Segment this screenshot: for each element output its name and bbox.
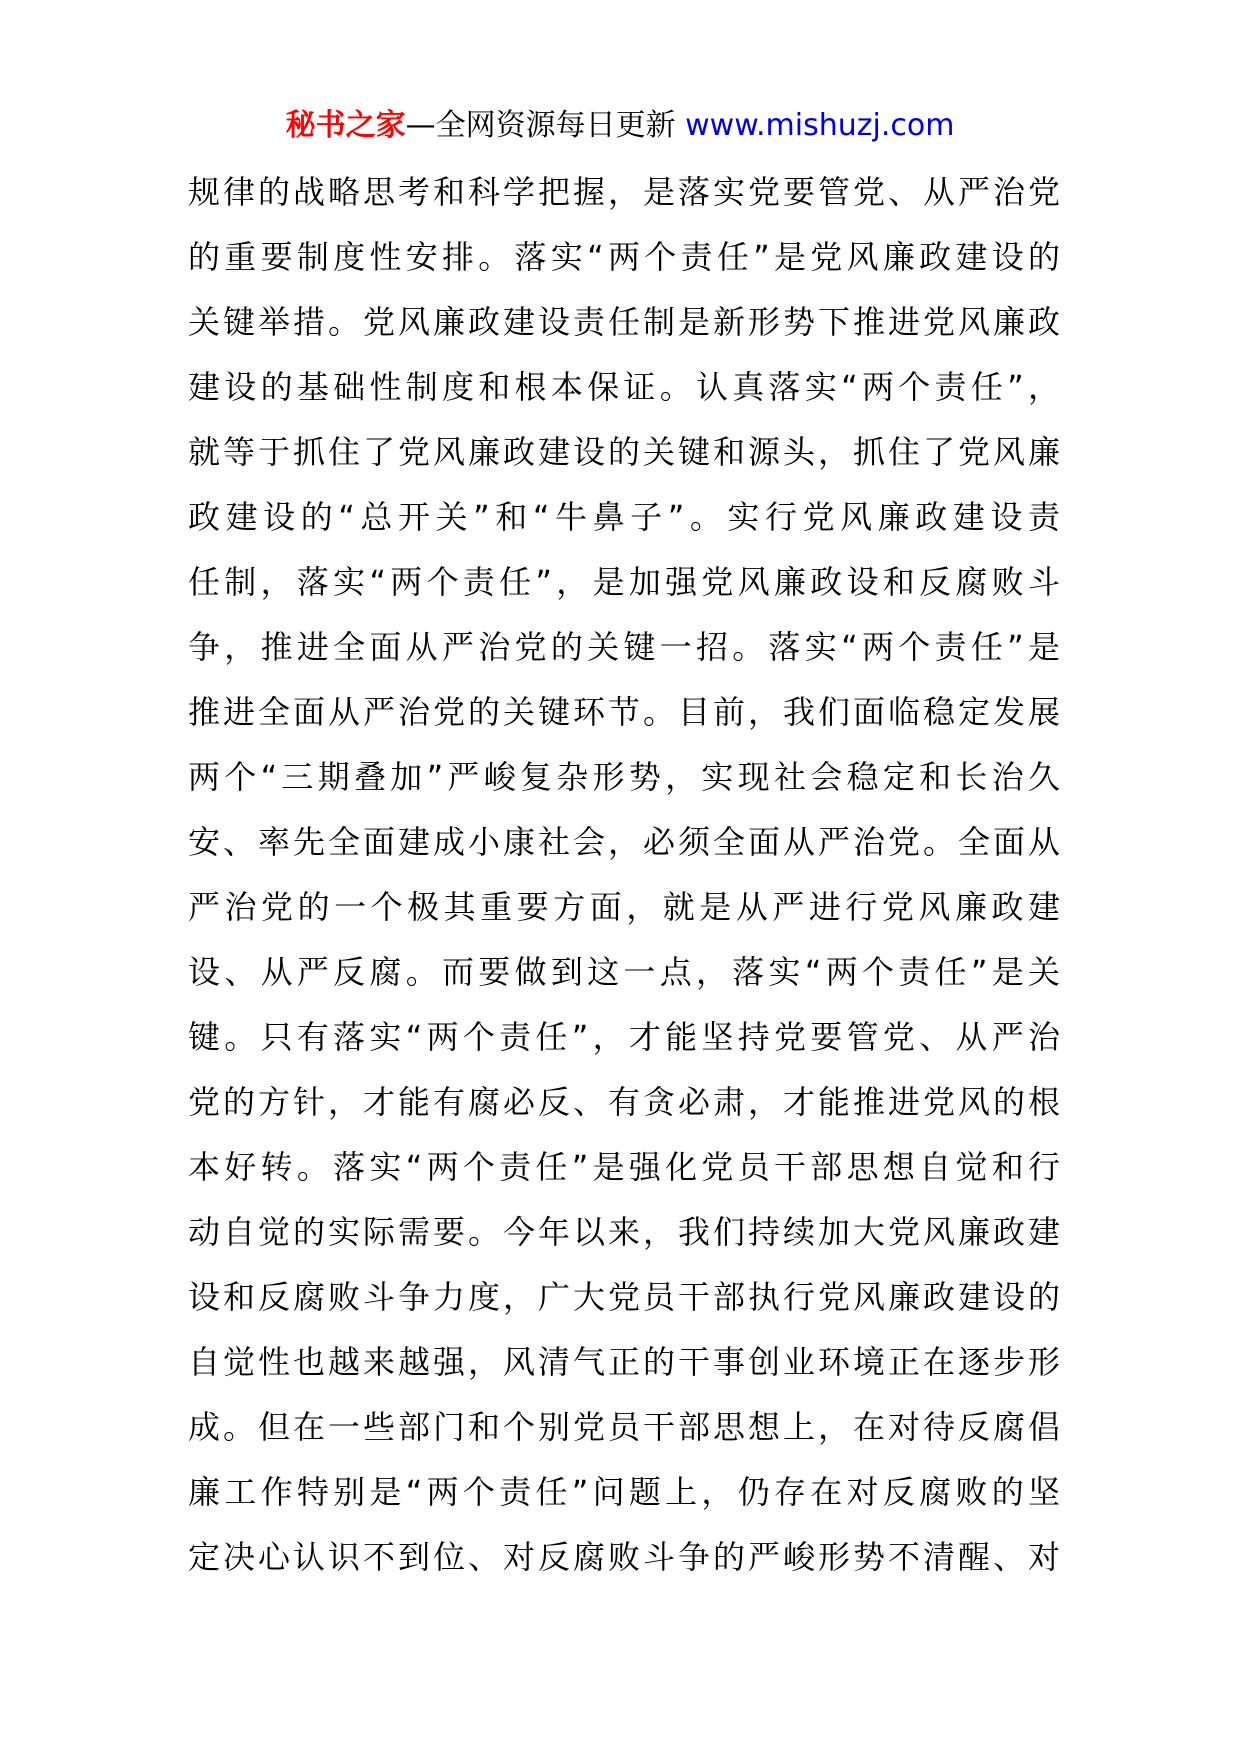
header-brand: 秘书之家 [285,108,406,143]
text-line: 动自觉的实际需要。今年以来，我们持续加大党风廉政建 [188,1213,1060,1251]
text-line: 自觉性也越来越强，风清气正的干事创业环境正在逐步形 [188,1343,1060,1381]
text-line: 安、率先全面建成小康社会，必须全面从严治党。全面从 [188,823,1060,861]
text-line: 任制，落实“两个责任”，是加强党风廉政设和反腐败斗 [188,563,1060,601]
text-line: 廉工作特别是“两个责任”问题上，仍存在对反腐败的坚 [188,1473,1060,1511]
text-line: 党的方针，才能有腐必反、有贪必肃，才能推进党风的根 [188,1083,1060,1121]
text-line: 的重要制度性安排。落实“两个责任”是党风廉政建设的 [188,238,1060,276]
text-line: 成。但在一些部门和个别党员干部思想上，在对待反腐倡 [188,1408,1060,1446]
text-line: 就等于抓住了党风廉政建设的关键和源头，抓住了党风廉 [188,433,1060,471]
header-tagline: —全网资源每日更新 [405,108,676,143]
text-line: 争，推进全面从严治党的关键一招。落实“两个责任”是 [188,628,1060,666]
text-line: 两个“三期叠加”严峻复杂形势，实现社会稳定和长治久 [188,758,1060,796]
header-url-link[interactable]: www.mishuzj.com [685,108,955,143]
text-line: 规律的战略思考和科学把握，是落实党要管党、从严治党 [188,173,1060,211]
text-line: 键。只有落实“两个责任”，才能坚持党要管党、从严治 [188,1018,1060,1056]
body-paragraph [188,160,1060,1590]
text-line: 设和反腐败斗争力度，广大党员干部执行党风廉政建设的 [188,1278,1060,1316]
text-line: 关键举措。党风廉政建设责任制是新形势下推进党风廉政 [188,303,1060,341]
text-line: 推进全面从严治党的关键环节。目前，我们面临稳定发展 [188,693,1060,731]
text-line: 本好转。落实“两个责任”是强化党员干部思想自觉和行 [188,1148,1060,1186]
text-line: 定决心认识不到位、对反腐败斗争的严峻形势不清醒、对 [188,1538,1060,1576]
text-line: 设、从严反腐。而要做到这一点，落实“两个责任”是关 [188,953,1060,991]
page-header [0,102,1240,150]
text-line: 严治党的一个极其重要方面，就是从严进行党风廉政建 [188,888,1060,926]
text-line: 建设的基础性制度和根本保证。认真落实“两个责任”， [188,368,1060,406]
text-line: 政建设的“总开关”和“牛鼻子”。实行党风廉政建设责 [188,498,1060,536]
